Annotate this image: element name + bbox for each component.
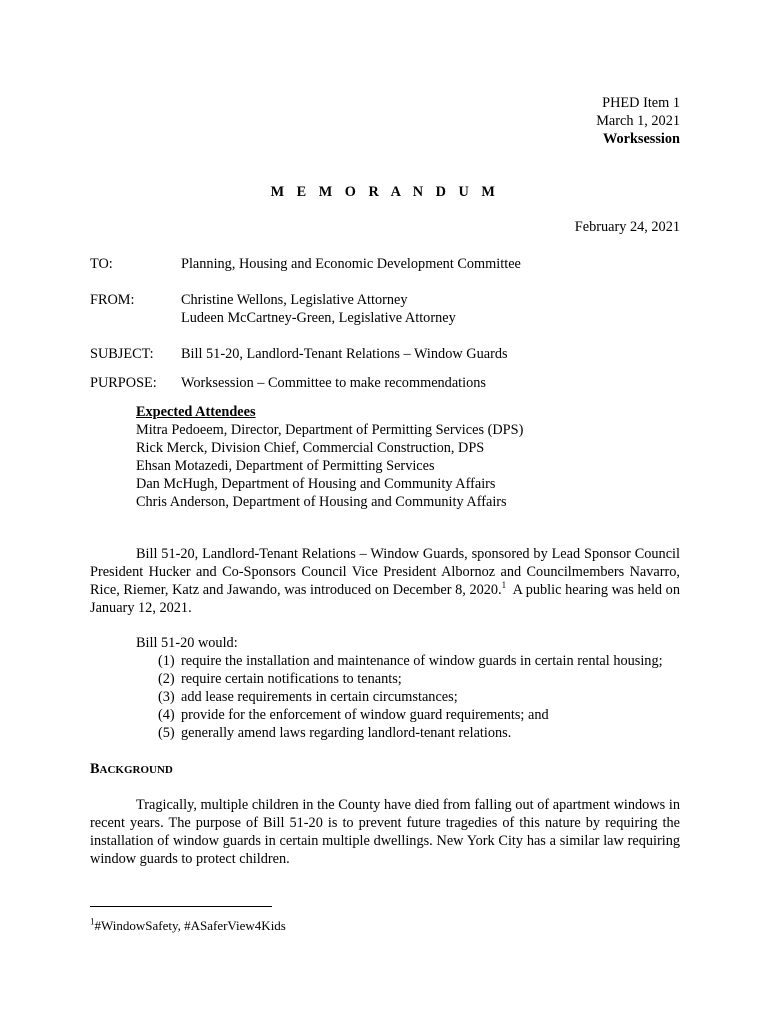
attendees-section <box>136 403 523 511</box>
subject-value: Bill 51-20, Landlord-Tenant Relations – Window Guards <box>181 346 508 362</box>
subject-label: SUBJECT: <box>90 346 154 362</box>
list-item <box>158 724 663 742</box>
memo-page <box>90 0 684 1024</box>
purpose-value: Worksession – Committee to make recommendations <box>181 375 486 391</box>
background-heading-rest: ACKGROUND <box>99 764 173 776</box>
list-item <box>158 706 663 724</box>
footnote-divider <box>90 906 272 907</box>
from-value-line: Christine Wellons, Legislative Attorney <box>181 292 408 308</box>
from-label: FROM: <box>90 292 135 308</box>
header-block <box>596 94 680 148</box>
purpose-label: PURPOSE: <box>90 375 157 391</box>
list-item-text: require certain notifications to tenants; <box>181 671 402 687</box>
from-value-line: Ludeen McCartney-Green, Legislative Attorney <box>181 310 456 326</box>
session-type: Worksession <box>602 131 680 147</box>
list-item-text: generally amend laws regarding landlord-tenant relations. <box>181 725 512 741</box>
background-heading-initial: B <box>90 761 100 777</box>
to-value: Planning, Housing and Economic Development Committee <box>181 256 521 272</box>
from-value <box>181 291 456 327</box>
background-paragraph: Tragically, multiple children in the County have died from falling out of apartment windows in recent years. The purpose of Bill 51-20 is to prevent future tragedies of this nature by requiring the installation of window guards in certain multiple dwellings. New York City has a similar law requiring window guards to protect children. <box>90 797 680 867</box>
list-item-number: (4) <box>158 707 175 723</box>
memo-title: M E M O R A N D U M <box>270 184 500 200</box>
bill-provisions-list <box>158 652 663 742</box>
intro-text-after: A public hearing was held on January 12, 2021. <box>90 582 684 616</box>
list-item <box>158 670 663 688</box>
intro-paragraph <box>90 545 684 617</box>
attendee-item: Rick Merck, Division Chief, Commercial Construction, DPS <box>136 440 485 456</box>
to-label: TO: <box>90 256 113 272</box>
list-item-text: add lease requirements in certain circumstances; <box>181 689 458 705</box>
list-item <box>158 688 663 706</box>
memo-date: February 24, 2021 <box>574 219 680 235</box>
attendee-item: Dan McHugh, Department of Housing and Community Affairs <box>136 476 496 492</box>
attendees-heading: Expected Attendees <box>136 404 256 420</box>
attendee-item: Chris Anderson, Department of Housing and Community Affairs <box>136 494 507 510</box>
meeting-date: March 1, 2021 <box>596 113 680 129</box>
background-heading <box>90 760 173 779</box>
list-item-number: (5) <box>158 725 175 741</box>
attendee-item: Ehsan Motazedi, Department of Permitting Services <box>136 458 435 474</box>
footnote-ref: 1 <box>501 580 507 591</box>
list-item <box>158 652 663 670</box>
list-item-number: (2) <box>158 671 175 687</box>
bill-would-lead: Bill 51-20 would: <box>136 635 238 651</box>
list-item-text: require the installation and maintenance of window guards in certain rental housing; <box>181 653 663 669</box>
intro-text: Bill 51-20, Landlord-Tenant Relations – Window Guards, sponsored by Lead Sponsor Council President Hucker and Co-Sponsors Council Vice President Albornoz and Councilmembers Navarro, Rice, Riemer, Katz and Jawando, was introduced on December 8, 2020. <box>90 546 680 598</box>
item-number: PHED Item 1 <box>602 95 680 111</box>
list-item-number: (1) <box>158 653 175 669</box>
list-item-text: provide for the enforcement of window guard requirements; and <box>181 707 549 723</box>
footnote-number: 1 <box>90 916 95 927</box>
list-item-number: (3) <box>158 689 175 705</box>
footnote <box>90 917 286 935</box>
attendee-item: Mitra Pedoeem, Director, Department of Permitting Services (DPS) <box>136 422 524 438</box>
footnote-text: #WindowSafety, #ASaferView4Kids <box>94 918 286 933</box>
